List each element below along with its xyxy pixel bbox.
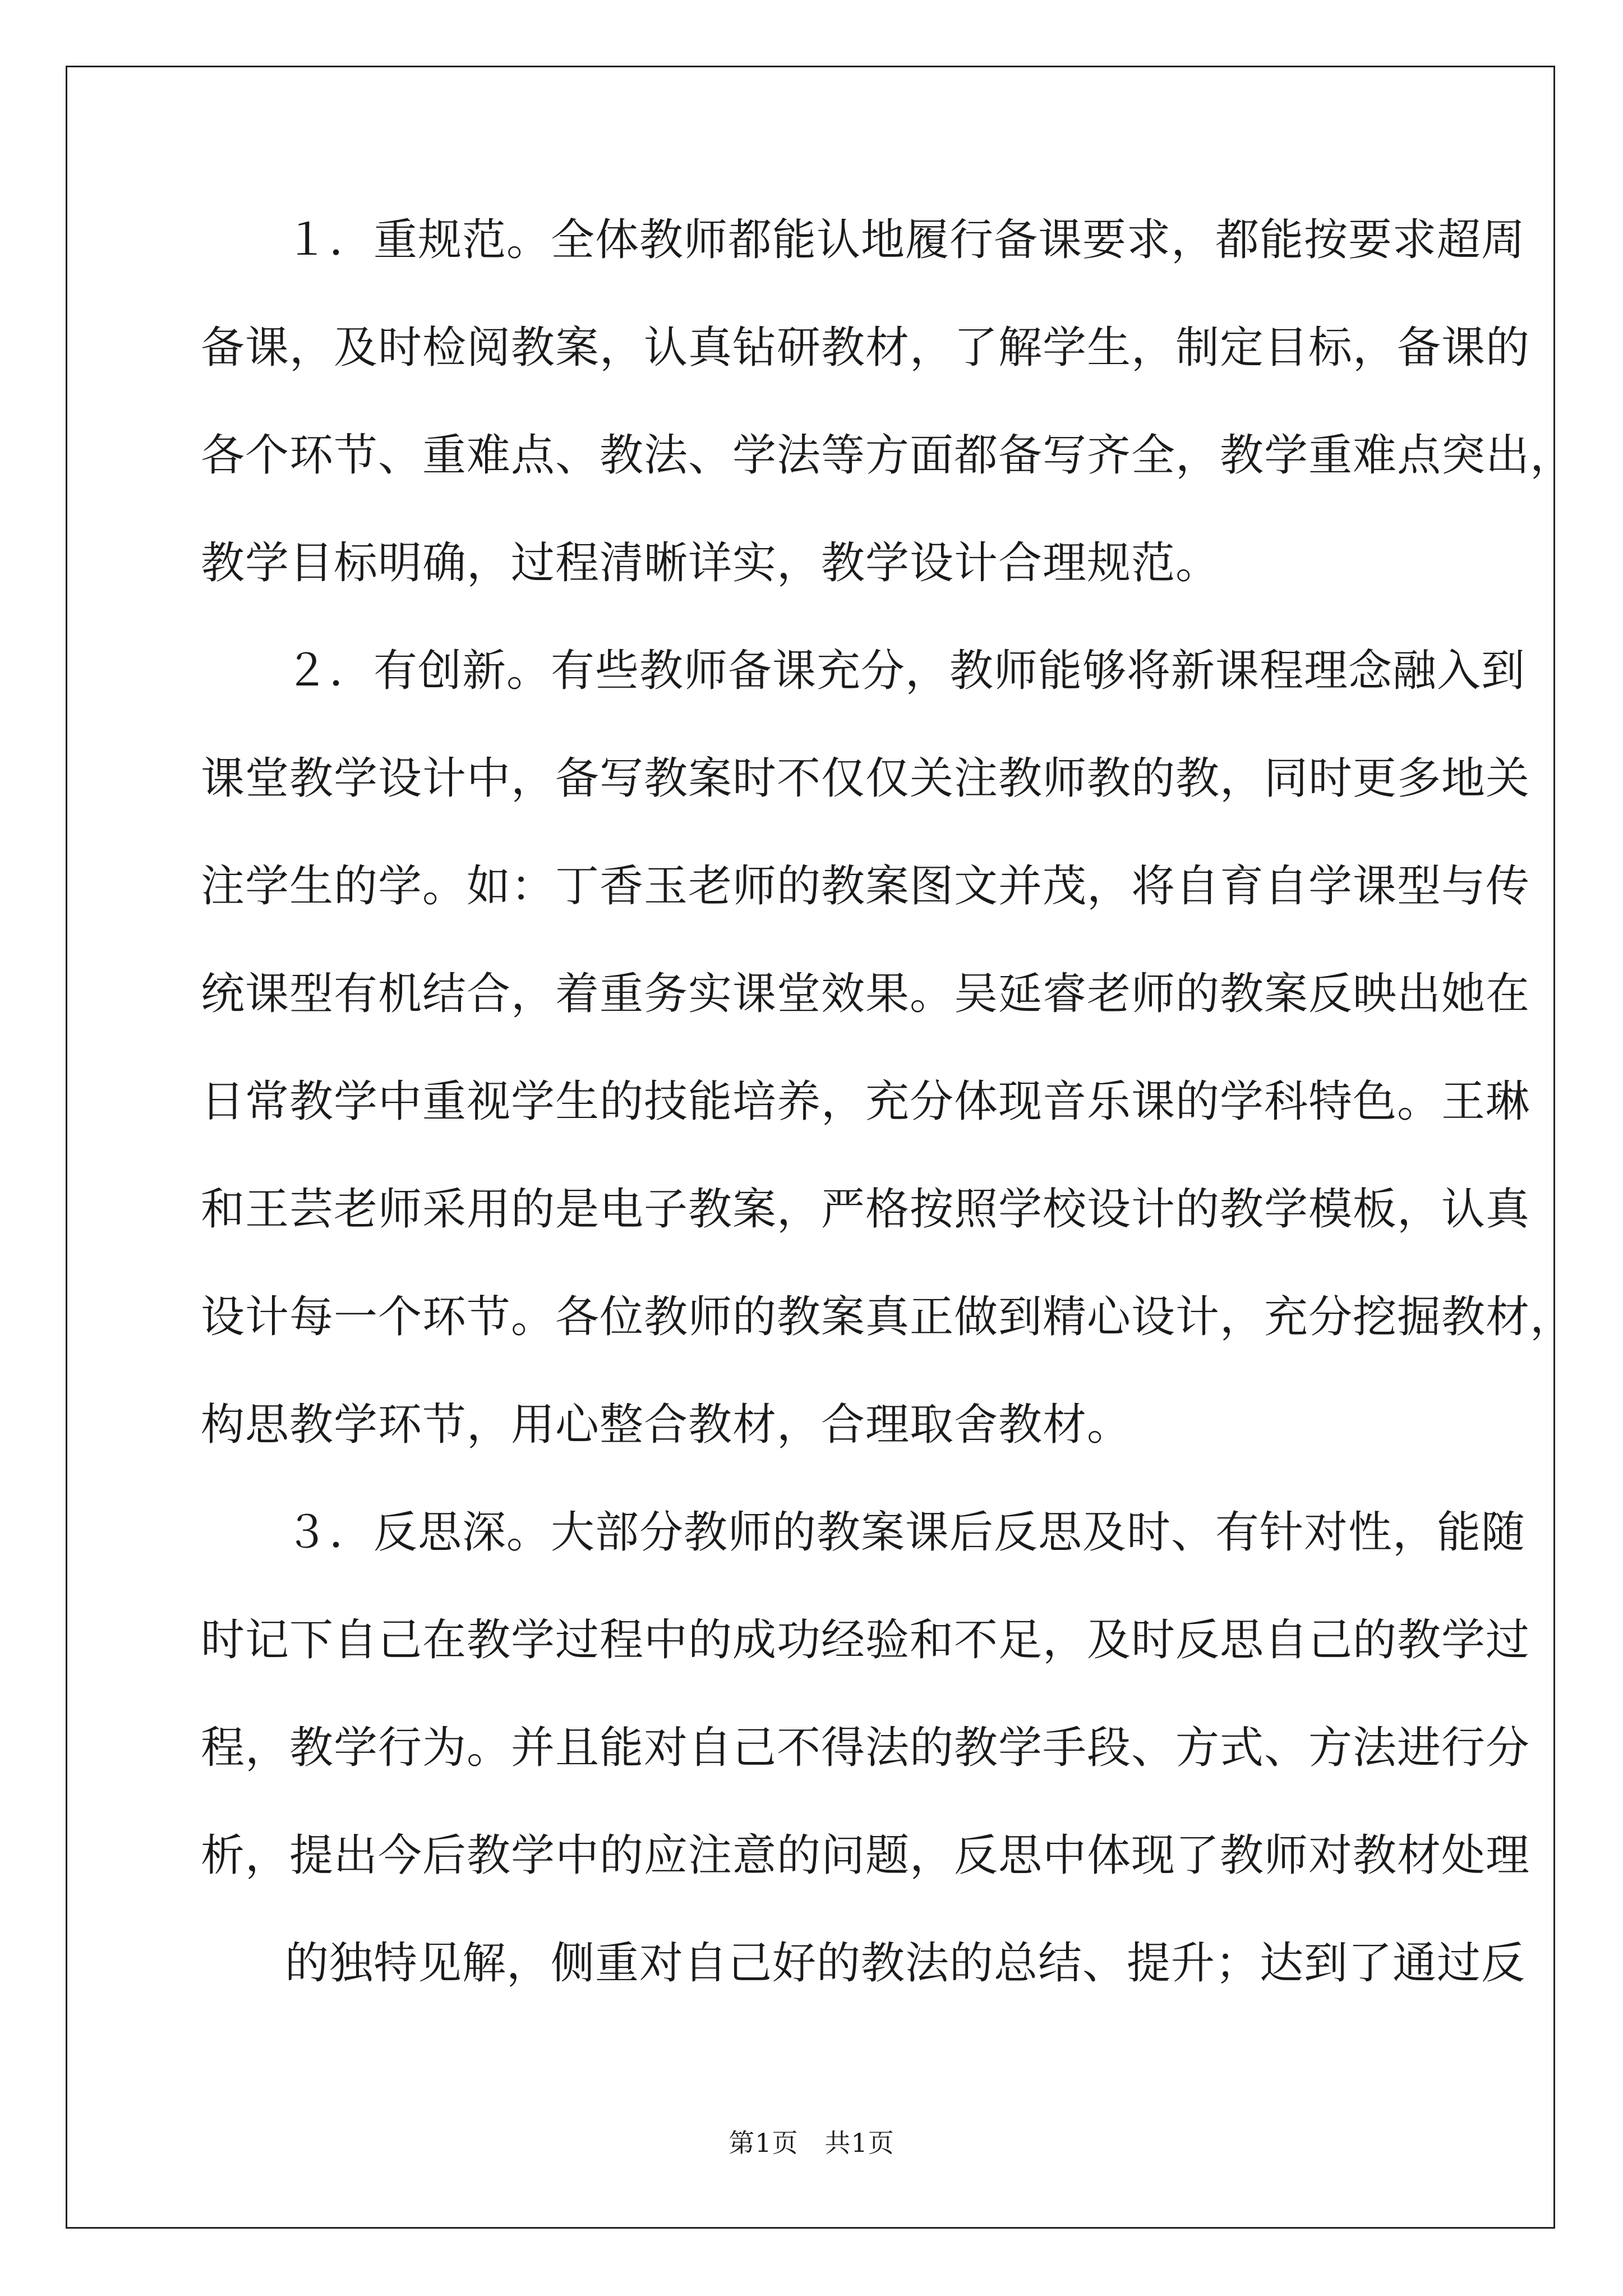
- paragraph-3-line-5: 的独特见解，侧重对自己好的教法的总结、提升；达到了通过反: [285, 1938, 1526, 1989]
- paragraph-3-line-3: 程，教学行为。并且能对自己不得法的教学手段、方式、方法进行分: [201, 1723, 1530, 1773]
- paragraph-2-line-6: 和王芸老师采用的是电子教案，严格按照学校设计的教学模板，认真: [201, 1184, 1530, 1235]
- paragraph-1-line-4: 教学目标明确，过程清晰详实，教学设计合理规范。: [201, 538, 1220, 588]
- paragraph-2-line-7: 设计每一个环节。各位教师的教案真正做到精心设计，充分挖掘教材，: [201, 1292, 1575, 1342]
- paragraph-2-line-1: ２．有创新。有些教师备课充分，教师能够将新课程理念融入到: [285, 646, 1526, 696]
- paragraph-2-line-2: 课堂教学设计中，备写教案时不仅仅关注教师教的教，同时更多地关: [201, 753, 1530, 804]
- paragraph-1-line-1: １．重规范。全体教师都能认地履行备课要求，都能按要求超周: [285, 215, 1526, 265]
- paragraph-3-line-4: 析，提出今后教学中的应注意的问题，反思中体现了教师对教材处理: [201, 1830, 1530, 1881]
- paragraph-2-line-5: 日常教学中重视学生的技能培养，充分体现音乐课的学科特色。王琳: [201, 1076, 1530, 1127]
- paragraph-1-line-2: 备课，及时检阅教案，认真钻研教材，了解学生，制定目标，备课的: [201, 323, 1530, 373]
- paragraph-1-line-3: 各个环节、重难点、教法、学法等方面都备写齐全，教学重难点突出，: [201, 430, 1575, 481]
- paragraph-2-line-8: 构思教学环节，用心整合教材，合理取舍教材。: [201, 1400, 1132, 1450]
- paragraph-3-line-2: 时记下自己在教学过程中的成功经验和不足，及时反思自己的教学过: [201, 1615, 1530, 1665]
- paragraph-3-line-1: ３．反思深。大部分教师的教案课后反思及时、有针对性，能随: [285, 1507, 1526, 1558]
- paragraph-2-line-3: 注学生的学。如：丁香玉老师的教案图文并茂，将自育自学课型与传: [201, 861, 1530, 912]
- page-number-footer: 第1页 共1页: [728, 2128, 895, 2158]
- document-body: [201, 213, 1575, 2044]
- paragraph-2-line-4: 统课型有机结合，着重务实课堂效果。吴延睿老师的教案反映出她在: [201, 969, 1530, 1019]
